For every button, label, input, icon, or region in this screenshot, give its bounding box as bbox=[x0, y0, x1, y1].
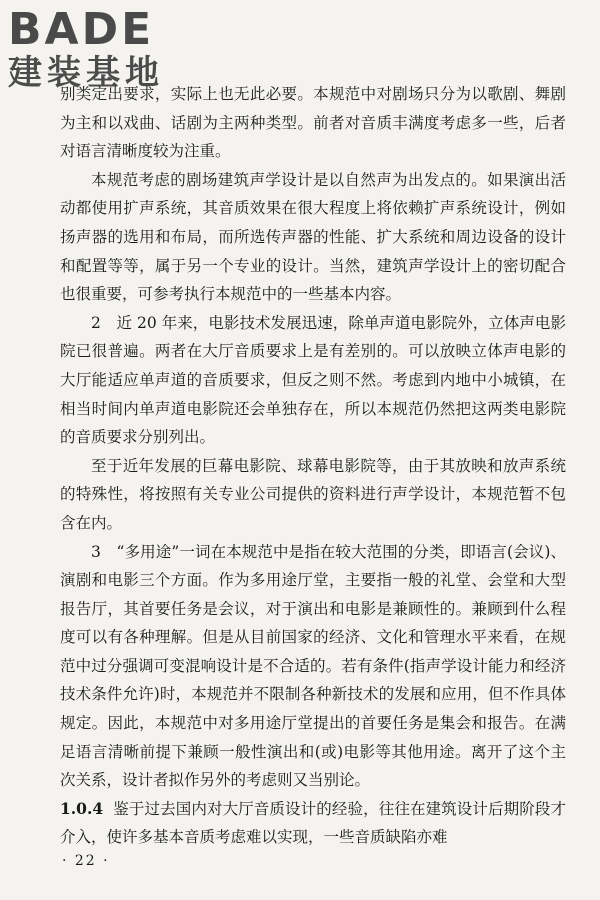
clause-1-0-4 bbox=[60, 795, 566, 852]
page-number: · 22 · bbox=[62, 853, 110, 869]
paragraph-item-3: 3 “多用途”一词在本规范中是指在较大范围的分类，即语言(会议)、演剧和电影三个方面。作为多用途厅堂，主要指一般的礼堂、会堂和大型报告厅，其首要任务是会议，对于演出和电影是兼顾性的。兼顾到什么程度可以有各种理解。但是从目前国家的经济、文化和管理水平来看，在规范中过分强调可变混响设计是不合适的。若有条件(指声学设计能力和经济技术条件允许)时，本规范并不限制各种新技术的发展和应用，但不作具体规定。因此，本规范中对多用途厅堂提出的首要任务是集会和报告。在满足语言清晰前提下兼顾一般性演出和(或)电影等其他用途。离开了这个主次关系，设计者拟作另外的考虑则又当别论。 bbox=[60, 542, 566, 790]
page-body bbox=[60, 80, 566, 852]
logo-chinese-text: 建装基地 bbox=[8, 53, 164, 93]
paragraph-giant-screen: 至于近年发展的巨幕电影院、球幕电影院等，由于其放映和放声系统的特殊性，将按照有关专业公司提供的资料进行声学设计，本规范暂不包含在内。 bbox=[60, 456, 566, 532]
logo-latin-text: BADE bbox=[8, 4, 155, 55]
paragraph-continued: 别类定出要求，实际上也无此必要。本规范中对剧场只分为以歌剧、舞剧为主和以戏曲、话剧为主两种类型。前者对音质丰满度考虑多一些，后者对语言清晰度较为注重。 bbox=[60, 85, 566, 161]
clause-number: 1.0.4 bbox=[60, 798, 104, 818]
paragraph-natural-sound: 本规范考虑的剧场建筑声学设计是以自然声为出发点的。如果演出活动都使用扩声系统，其音质效果在很大程度上将依赖扩声系统设计，例如扬声器的选用和布局，而所选传声器的性能、扩大系统和周边设备的设计和配置等等，属于另一个专业的设计。当然，建筑声学设计上的密切配合也很重要，可参考执行本规范中的一些基本内容。 bbox=[60, 170, 566, 304]
paragraph-item-2: 2 近 20 年来，电影技术发展迅速，除单声道电影院外，立体声电影院已很普遍。两者在大厅音质要求上是有差别的。可以放映立体声电影的大厅能适应单声道的音质要求，但反之则不然。考虑到内地中小城镇，在相当时间内单声道电影院还会单独存在，所以本规范仍然把这两类电影院的音质要求分别列出。 bbox=[60, 313, 566, 447]
clause-text: 鉴于过去国内对大厅音质设计的经验，往往在建筑设计后期阶段才介入，使许多基本音质考虑难以实现，一些音质缺陷亦难 bbox=[60, 799, 566, 847]
